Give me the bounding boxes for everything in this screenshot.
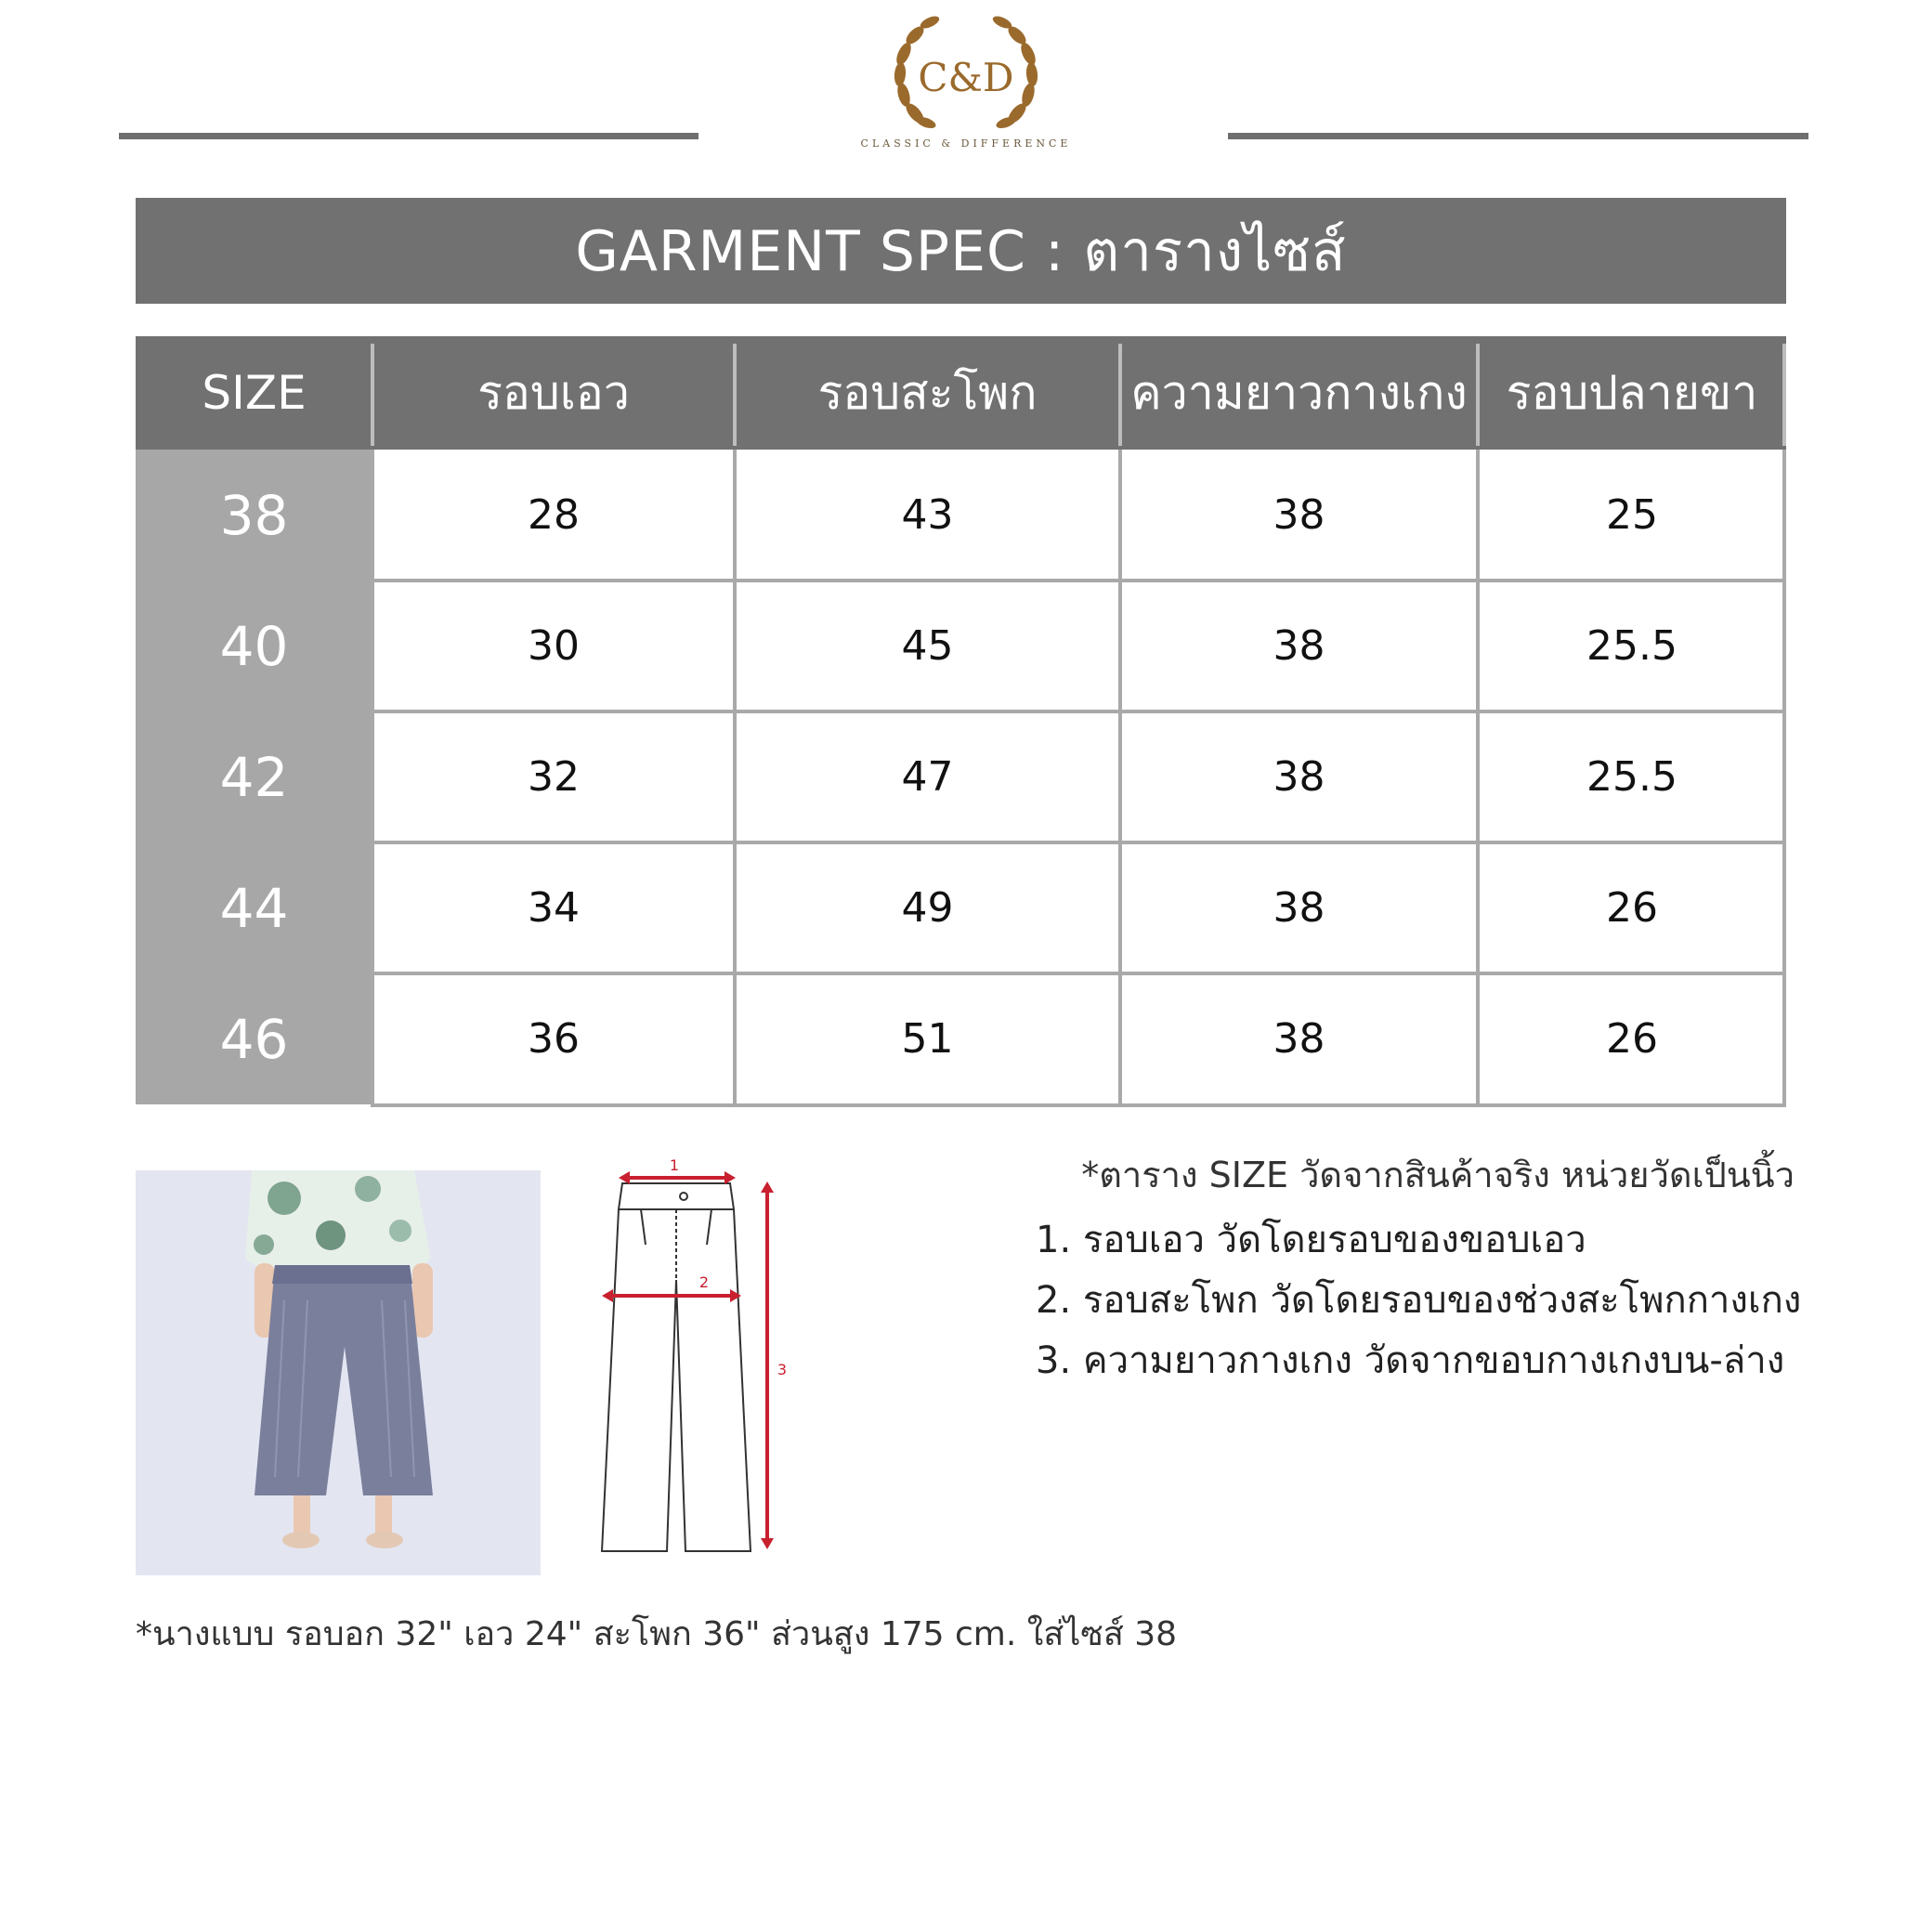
list-item: 1. รอบเอว วัดโดยรอบของขอบเอว xyxy=(1036,1219,1586,1261)
size-label: 44 xyxy=(136,842,372,973)
list-item: 3. ความยาวกางเกง วัดจากขอบกางเกงบน-ล่าง xyxy=(1036,1339,1785,1382)
header-divider xyxy=(1118,344,1122,446)
waist-value: 32 xyxy=(528,753,580,801)
laurel-wreath-icon xyxy=(887,11,1045,141)
hip-value: 51 xyxy=(901,1015,954,1063)
measurement-list xyxy=(1036,1209,1801,1390)
hip-value: 45 xyxy=(901,622,954,670)
length-value: 38 xyxy=(1273,491,1325,539)
hem-value: 25 xyxy=(1606,491,1658,539)
grid-line xyxy=(372,710,1786,713)
grid-line xyxy=(372,1103,1786,1107)
hem-value: 26 xyxy=(1606,1015,1658,1063)
length-value: 38 xyxy=(1273,1015,1325,1063)
header-divider xyxy=(1782,344,1786,446)
size-label: 42 xyxy=(136,711,372,842)
header-divider xyxy=(371,344,374,446)
model-size-note: *นางแบบ รอบอก 32" เอว 24" สะโพก 36" ส่วนสูง 175 cm. ใส่ไซส์ 38 xyxy=(136,1615,1178,1653)
grid-line xyxy=(372,841,1786,844)
grid-line xyxy=(372,972,1786,975)
model-photo xyxy=(136,1170,541,1575)
header-size: SIZE xyxy=(136,336,372,450)
hip-value: 47 xyxy=(901,753,954,801)
hip-value: 43 xyxy=(901,491,954,539)
length-value: 38 xyxy=(1273,884,1325,932)
hem-value: 26 xyxy=(1606,884,1658,932)
grid-line xyxy=(371,450,374,1107)
header-waist: รอบเอว xyxy=(372,336,735,450)
page-title: GARMENT SPEC : ตารางไซส์ xyxy=(136,198,1786,304)
header-divider xyxy=(1476,344,1480,446)
header-divider xyxy=(733,344,737,446)
grid-line xyxy=(372,579,1786,582)
size-table xyxy=(136,336,1786,1107)
length-value: 38 xyxy=(1273,622,1325,670)
header-length: ความยาวกางเกง xyxy=(1120,336,1478,450)
hip-value: 49 xyxy=(901,884,954,932)
waist-value: 36 xyxy=(528,1015,580,1063)
header-hem: รอบปลายขา xyxy=(1478,336,1786,450)
size-label: 40 xyxy=(136,581,372,711)
grid-line xyxy=(1476,450,1480,1107)
list-item: 2. รอบสะโพก วัดโดยรอบของช่วงสะโพกกางเกง xyxy=(1036,1279,1802,1322)
hem-value: 25.5 xyxy=(1586,622,1677,670)
grid-line xyxy=(1782,450,1786,1107)
diagram-label-hip: 2 xyxy=(698,1273,710,1291)
diagram-label-waist: 1 xyxy=(669,1156,680,1174)
waist-value: 28 xyxy=(528,491,580,539)
grid-line xyxy=(1118,450,1122,1107)
length-value: 38 xyxy=(1273,753,1325,801)
measurement-note: *ตาราง SIZE วัดจากสินค้าจริง หน่วยวัดเป็นนิ้ว xyxy=(1081,1155,1795,1195)
brand-tagline: CLASSIC & DIFFERENCE xyxy=(860,137,1072,150)
model-illustration xyxy=(136,1170,541,1575)
size-label: 46 xyxy=(136,973,372,1104)
grid-line xyxy=(733,450,737,1107)
waist-value: 34 xyxy=(528,884,580,932)
header-hip: รอบสะโพก xyxy=(735,336,1120,450)
hem-value: 25.5 xyxy=(1586,753,1677,801)
monogram-text: C&D xyxy=(918,55,1014,100)
size-label: 38 xyxy=(136,450,372,581)
waist-value: 30 xyxy=(528,622,580,670)
pants-measurement-diagram xyxy=(594,1152,799,1560)
pants-sketch xyxy=(594,1152,799,1560)
diagram-label-length: 3 xyxy=(777,1361,788,1378)
